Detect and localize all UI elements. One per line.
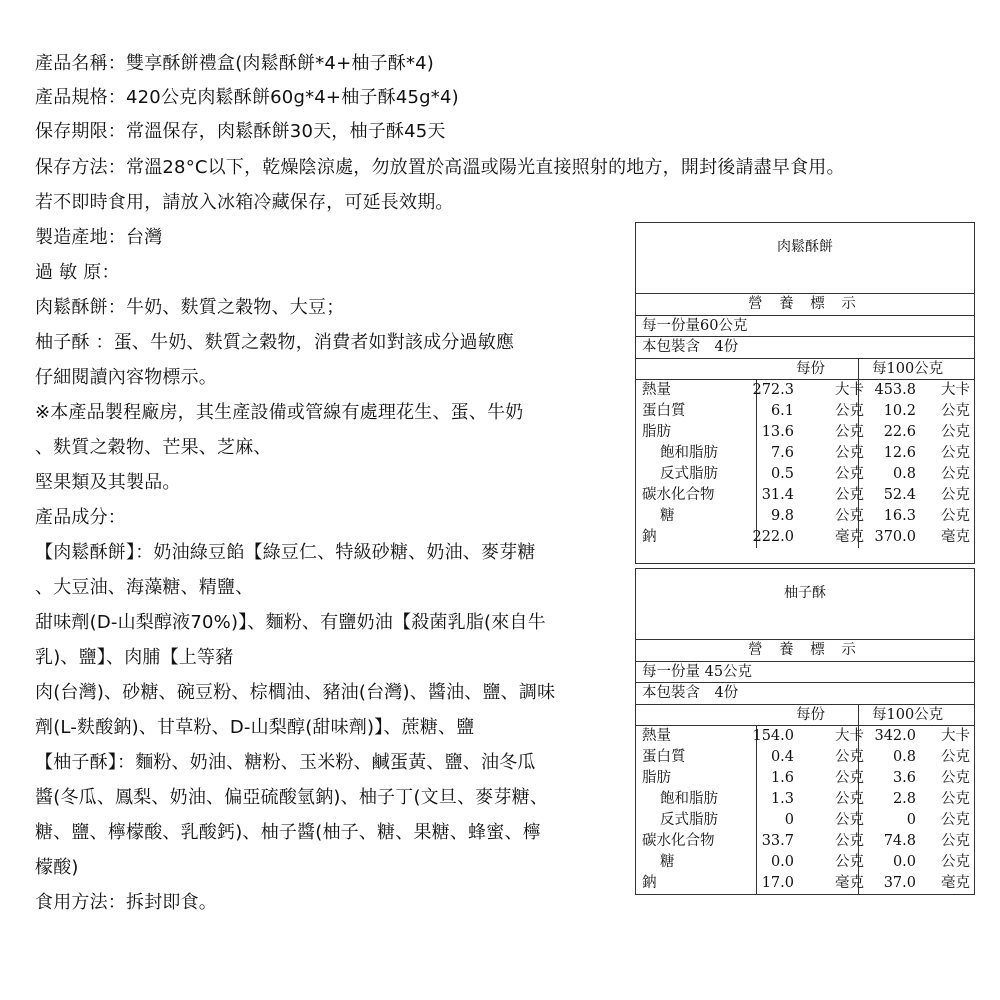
nutrient-name: 鈉 [642, 529, 657, 545]
nutrient-name: 蛋白質 [642, 749, 686, 765]
value-per-100g: 2.8 [892, 791, 916, 807]
value-per-serving: 31.4 [761, 487, 794, 503]
table-title: 柚子酥 [636, 569, 974, 640]
nutrient-name: 飽和脂肪 [660, 445, 718, 461]
info-line: 【柚子酥】：麵粉、奶油、糖粉、玉米粉、鹹蛋黃、鹽、油冬瓜 [35, 752, 536, 773]
unit-per-serving: 公克 [835, 508, 864, 524]
nutrient-name: 反式脂肪 [660, 466, 718, 482]
info-line: 、大豆油、海藻糖、精鹽、 [35, 577, 254, 598]
nutrient-row [636, 726, 974, 747]
nutrient-name: 碳水化合物 [642, 487, 715, 503]
info-line: 製造產地：台灣 [35, 227, 163, 248]
info-line: 產品成分： [35, 507, 126, 528]
value-per-100g: 22.6 [883, 424, 916, 440]
info-line: 產品名稱：雙享酥餅禮盒(肉鬆酥餅*4+柚子酥*4) [35, 53, 435, 74]
nutrition-table-pork-floss-pastry [635, 222, 975, 564]
info-line: 柚子酥 ：蛋、牛奶、麩質之穀物，消費者如對該成分過敏應 [35, 332, 515, 353]
value-per-100g: 0.0 [892, 854, 916, 870]
value-per-100g: 0.8 [892, 749, 916, 765]
column-header [636, 705, 974, 727]
value-per-100g: 0 [906, 812, 916, 828]
info-line: ※本產品製程廠房，其生產設備或管線有處理花生、蛋、牛奶 [35, 402, 524, 423]
unit-per-serving: 公克 [835, 466, 864, 482]
value-per-100g: 370.0 [874, 529, 916, 545]
column-header [636, 359, 974, 381]
nutrient-name: 糖 [660, 508, 675, 524]
nutrient-rows [636, 380, 974, 548]
unit-per-serving: 公克 [835, 833, 864, 849]
value-per-100g: 74.8 [883, 833, 916, 849]
table-subtitle: 營 養 標 示 [636, 294, 974, 316]
unit-per-100g: 公克 [941, 749, 970, 765]
unit-per-100g: 毫克 [941, 875, 970, 891]
nutrient-row [636, 401, 974, 422]
nutrient-name: 鈉 [642, 875, 657, 891]
unit-per-serving: 公克 [835, 749, 864, 765]
servings-per-package: 本包裝含 4份 [636, 683, 974, 705]
unit-per-100g: 公克 [941, 487, 970, 503]
value-per-100g: 3.6 [892, 770, 916, 786]
nutrient-row [636, 506, 974, 527]
value-per-serving: 0.0 [770, 854, 794, 870]
info-line: 保存方法：常溫28°C以下，乾燥陰涼處，勿放置於高溫或陽光直接照射的地方，開封後請盡早食用。 [35, 157, 845, 178]
info-line: 若不即時食用，請放入冰箱冷藏保存，可延長效期。 [35, 192, 454, 213]
unit-per-100g: 大卡 [941, 728, 970, 744]
col-per-serving: 每份 [796, 360, 825, 377]
value-per-serving: 0.4 [770, 749, 794, 765]
info-line: 產品規格：420公克肉鬆酥餅60g*4+柚子酥45g*4) [35, 87, 459, 108]
unit-per-serving: 毫克 [835, 529, 864, 545]
nutrient-row [636, 873, 974, 894]
table-title: 肉鬆酥餅 [636, 223, 974, 294]
nutrient-row [636, 747, 974, 768]
serving-size: 每一份量 45公克 [636, 662, 974, 684]
unit-per-serving: 公克 [835, 403, 864, 419]
unit-per-serving: 公克 [835, 445, 864, 461]
unit-per-100g: 公克 [941, 403, 970, 419]
value-per-serving: 9.8 [770, 508, 794, 524]
nutrient-row [636, 852, 974, 873]
value-per-serving: 17.0 [761, 875, 794, 891]
serving-size: 每一份量60公克 [636, 316, 974, 338]
unit-per-serving: 大卡 [835, 382, 864, 398]
unit-per-serving: 毫克 [835, 875, 864, 891]
value-per-100g: 12.6 [883, 445, 916, 461]
unit-per-serving: 公克 [835, 854, 864, 870]
value-per-serving: 272.3 [752, 382, 794, 398]
value-per-100g: 453.8 [874, 382, 916, 398]
info-line: 【肉鬆酥餅】：奶油綠豆餡【綠豆仁、特級砂糖、奶油、麥芽糖 [35, 542, 536, 563]
unit-per-100g: 毫克 [941, 529, 970, 545]
col-per-100g: 每100公克 [872, 706, 944, 723]
nutrient-name: 脂肪 [642, 424, 671, 440]
value-per-100g: 10.2 [883, 403, 916, 419]
nutrient-name: 熱量 [642, 728, 671, 744]
value-per-serving: 154.0 [752, 728, 794, 744]
nutrition-table-pomelo-pastry [635, 568, 975, 895]
info-line: 保存期限：常溫保存，肉鬆酥餅30天，柚子酥45天 [35, 121, 446, 142]
unit-per-100g: 公克 [941, 424, 970, 440]
nutrient-row [636, 380, 974, 401]
value-per-100g: 52.4 [883, 487, 916, 503]
nutrient-row [636, 485, 974, 506]
value-per-serving: 1.3 [770, 791, 794, 807]
unit-per-100g: 大卡 [941, 382, 970, 398]
info-line: 過 敏 原： [35, 262, 120, 283]
nutrient-row [636, 789, 974, 810]
unit-per-100g: 公克 [941, 508, 970, 524]
info-line: 堅果類及其製品。 [35, 472, 181, 493]
nutrient-row [636, 768, 974, 789]
info-line: 乳)、鹽】、肉脯【上等豬 [35, 647, 234, 668]
nutrient-name: 熱量 [642, 382, 671, 398]
value-per-serving: 33.7 [761, 833, 794, 849]
nutrient-name: 飽和脂肪 [660, 791, 718, 807]
unit-per-100g: 公克 [941, 854, 970, 870]
nutrient-row [636, 810, 974, 831]
value-per-serving: 1.6 [770, 770, 794, 786]
info-line: 甜味劑(D-山梨醇液70%)】、麵粉、有鹽奶油【殺菌乳脂(來自牛 [35, 612, 546, 633]
value-per-100g: 0.8 [892, 466, 916, 482]
unit-per-100g: 公克 [941, 791, 970, 807]
info-line: 、麩質之穀物、芒果、芝麻、 [35, 437, 272, 458]
nutrient-row [636, 831, 974, 852]
value-per-serving: 7.6 [770, 445, 794, 461]
nutrient-row [636, 443, 974, 464]
nutrient-row [636, 527, 974, 548]
value-per-100g: 37.0 [883, 875, 916, 891]
nutrient-name: 反式脂肪 [660, 812, 718, 828]
info-line: 肉鬆酥餅：牛奶、麩質之穀物、大豆； [35, 297, 345, 318]
value-per-serving: 6.1 [770, 403, 794, 419]
info-line: 劑(L-麩酸鈉)、甘草粉、D-山梨醇(甜味劑)】、蔗糖、鹽 [35, 717, 475, 738]
unit-per-100g: 公克 [941, 833, 970, 849]
nutrient-name: 碳水化合物 [642, 833, 715, 849]
info-line: 食用方法：拆封即食。 [35, 892, 217, 913]
unit-per-serving: 公克 [835, 791, 864, 807]
value-per-serving: 13.6 [761, 424, 794, 440]
nutrient-row [636, 464, 974, 485]
info-line: 醬(冬瓜、鳳梨、奶油、偏亞硫酸氫鈉)、柚子丁(文旦、麥芽糖、 [35, 787, 549, 808]
value-per-serving: 0.5 [770, 466, 794, 482]
unit-per-serving: 公克 [835, 770, 864, 786]
divider [858, 359, 859, 380]
col-per-100g: 每100公克 [872, 360, 944, 377]
value-per-serving: 0 [784, 812, 794, 828]
unit-per-100g: 公克 [941, 812, 970, 828]
value-per-100g: 342.0 [874, 728, 916, 744]
table-subtitle: 營 養 標 示 [636, 640, 974, 662]
nutrient-name: 脂肪 [642, 770, 671, 786]
servings-per-package: 本包裝含 4份 [636, 337, 974, 359]
value-per-serving: 222.0 [752, 529, 794, 545]
unit-per-100g: 公克 [941, 445, 970, 461]
nutrient-rows [636, 726, 974, 894]
nutrient-name: 蛋白質 [642, 403, 686, 419]
nutrient-row [636, 422, 974, 443]
unit-per-100g: 公克 [941, 770, 970, 786]
nutrient-name: 糖 [660, 854, 675, 870]
unit-per-serving: 大卡 [835, 728, 864, 744]
divider [858, 705, 859, 726]
value-per-100g: 16.3 [883, 508, 916, 524]
unit-per-serving: 公克 [835, 812, 864, 828]
unit-per-100g: 公克 [941, 466, 970, 482]
col-per-serving: 每份 [796, 706, 825, 723]
unit-per-serving: 公克 [835, 487, 864, 503]
info-line: 檬酸) [35, 857, 79, 878]
info-line: 仔細閱讀內容物標示。 [35, 367, 217, 388]
info-line: 糖、鹽、檸檬酸、乳酸鈣)、柚子醬(柚子、糖、果糖、蜂蜜、檸 [35, 822, 541, 843]
info-line: 肉(台灣)、砂糖、碗豆粉、棕櫚油、豬油(台灣)、醬油、鹽、調味 [35, 682, 556, 703]
unit-per-serving: 公克 [835, 424, 864, 440]
